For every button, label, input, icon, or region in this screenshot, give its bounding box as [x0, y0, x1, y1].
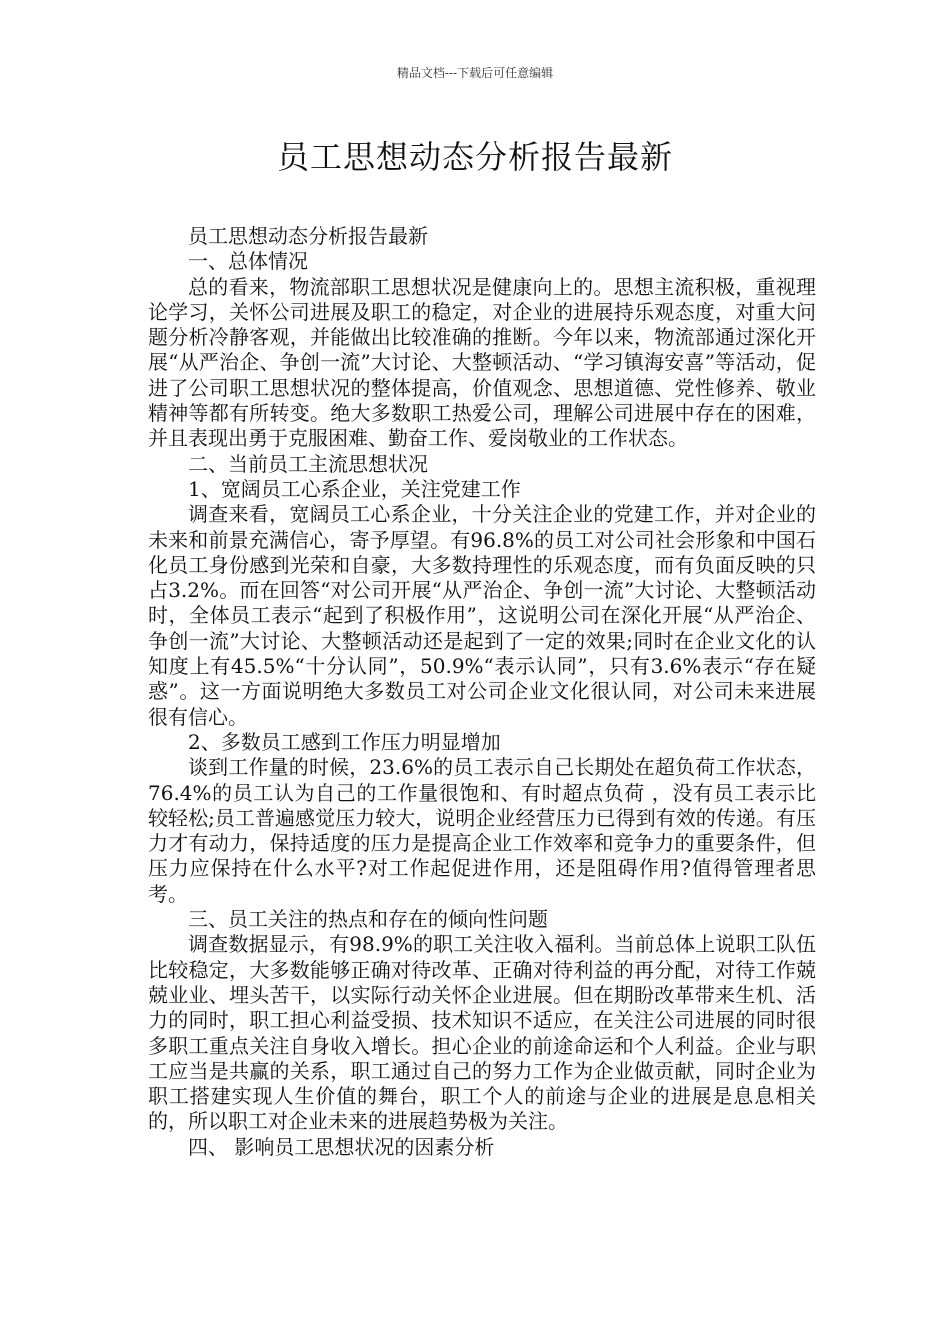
paragraph-3: 调查数据显示，有98.9%的职工关注收入福利。当前总体上说职工队伍比较稳定，大多数能够正确对待改革、正确对待利益的再分配，对待工作兢兢业业、埋头苦干，以实际行动关怀企业进展。但在期盼改革带来生机、活力的同时，职工担心利益受损、技术知识不适应，在关注公司进展的同时很多职工重点关注自身收入增长。担心企业的前途命运和个人利益。企业与职工应当是共赢的关系，职工通过自己的努力工作为企业做贡献，同时企业为职工搭建实现人生价值的舞台，职工个人的前途与企业的进展是息息相关的，所以职工对企业未来的进展趋势极为关注。: [148, 932, 816, 1134]
page-header: 精品文档---下载后可任意编辑: [396, 66, 554, 80]
subheading-2-1: 1、宽阔员工心系企业，关注党建工作: [188, 476, 521, 501]
document-title: 员工思想动态分析报告最新: [276, 138, 673, 176]
section-heading-2: 二、当前员工主流思想状况: [188, 451, 428, 476]
subheading-2-2: 2、多数员工感到工作压力明显增加: [188, 729, 501, 754]
section-heading-3: 三、员工关注的热点和存在的倾向性问题: [188, 907, 548, 932]
document-body: [148, 224, 816, 1160]
paragraph-2-2: 谈到工作量的时候，23.6%的员工表示自己长期处在超负荷工作状态，76.4%的员工认为自己的工作量很饱和、有时超点负荷 ，没有员工表示比较轻松;员工普遍感觉压力较大，说明企业经营压力已得到有效的传递。有压力才有动力，保持适度的压力是提高企业工作效率和竞争力的重要条件，但压力应保持在什么水平?对工作起促进作用，还是阻碍作用?值得管理者思考。: [148, 755, 816, 906]
subtitle-line: 员工思想动态分析报告最新: [188, 224, 428, 248]
section-heading-1: 一、总体情况: [188, 249, 308, 274]
paragraph-2-1: 调查来看，宽阔员工心系企业，十分关注企业的党建工作，并对企业的未来和前景充满信心，寄予厚望。有96.8%的员工对公司社会形象和中国石化员工身份感到光荣和自豪，大多数持理性的乐观态度，而有负面反映的只占3.2%。而在回答“对公司开展“从严治企、争创一流”大讨论、大整顿活动时，全体员工表示“起到了积极作用”，这说明公司在深化开展“从严治企、争创一流”大讨论、大整顿活动还是起到了一定的效果;同时在企业文化的认知度上有45.5%“十分认同”，50.9%“表示认同”，只有3.6%表示“存在疑惑”。这一方面说明绝大多数员工对公司企业文化很认同，对公司未来进展很有信心。: [148, 502, 816, 729]
section-heading-4: 四、 影响员工思想状况的因素分析: [188, 1134, 495, 1159]
paragraph-overview: 总的看来，物流部职工思想状况是健康向上的。思想主流积极，重视理论学习，关怀公司进展及职工的稳定，对企业的进展持乐观态度，对重大问题分析冷静客观，并能做出比较准确的推断。今年以来，物流部通过深化开展“从严治企、争创一流”大讨论、大整顿活动、“学习镇海安喜”等活动，促进了公司职工思想状况的整体提高，价值观念、思想道德、党性修养、敬业精神等都有所转变。绝大多数职工热爱公司，理解公司进展中存在的困难，并且表现出勇于克服困难、勤奋工作、爱岗敬业的工作状态。: [148, 274, 816, 451]
